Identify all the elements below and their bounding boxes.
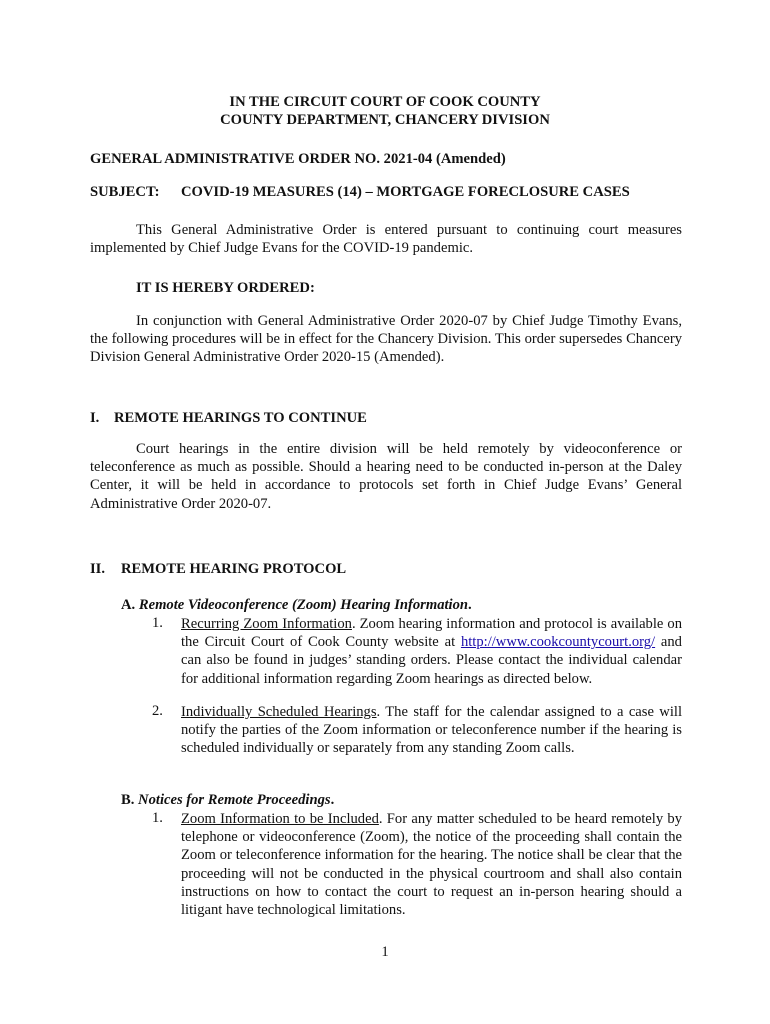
ordered-paragraph-text: In conjunction with General Administrative Order 2020-07 by Chief Judge Timothy Evans, the following procedures will be in effect for the Chancery Division. This order supersedes Chancery Division General Administrative Order 2020-15 (Amended). (90, 313, 682, 366)
sub-a-heading (121, 597, 472, 614)
section-1-number: I. (90, 410, 100, 426)
court-heading: IN THE CIRCUIT COURT OF COOK COUNTY (229, 94, 541, 110)
court-website-link[interactable]: http://www.cookcountycourt.org/ (460, 634, 656, 651)
sub-a-item-1 (181, 615, 682, 688)
subject-label: SUBJECT: (90, 184, 160, 200)
ordered-paragraph (90, 312, 682, 367)
sub-a-item-2-text: . The staff for the calendar assigned to a case will notify the parties of the Zoom information or teleconference number if the hearing is scheduled individually or separately from any standing Zoom calls. (181, 704, 683, 757)
sub-b-item-1-number: 1. (152, 810, 163, 826)
intro-paragraph (90, 221, 682, 257)
section-2-title: REMOTE HEARING PROTOCOL (121, 561, 347, 577)
sub-a-title: Remote Videoconference (Zoom) Hearing Information (138, 597, 469, 613)
sub-a-item-2-number: 2. (152, 703, 163, 719)
sub-b-title: Notices for Remote Proceedings (138, 792, 331, 808)
section-1-paragraph (90, 440, 682, 513)
sub-b-period: . (330, 792, 335, 808)
ordered-heading: IT IS HEREBY ORDERED: (136, 280, 315, 296)
sub-a-item-2-lead: Individually Scheduled Hearings (181, 704, 377, 720)
page-number: 1 (381, 944, 389, 960)
sub-a-item-1-number: 1. (152, 615, 163, 631)
sub-a-letter: A. (121, 597, 136, 613)
sub-a-period: . (468, 597, 472, 613)
sub-b-item-1-lead: Zoom Information to be Included (181, 811, 379, 827)
section-2-number: II. (90, 561, 106, 577)
subject-text: COVID-19 MEASURES (14) – MORTGAGE FORECLOSURE CASES (181, 184, 630, 200)
order-title: GENERAL ADMINISTRATIVE ORDER NO. 2021-04 (Amended) (90, 151, 506, 167)
sub-a-item-1-lead: Recurring Zoom Information (181, 616, 352, 632)
sub-a-item-2 (181, 703, 682, 758)
sub-a-item-1-text: . Zoom hearing information and protocol is available on the Circuit Court of Cook County website at (181, 616, 682, 651)
sub-b-item-1 (181, 810, 682, 919)
intro-paragraph-text: This General Administrative Order is entered pursuant to continuing court measures implemented by Chief Judge Evans for the COVID-19 pandemic. (90, 222, 682, 257)
division-heading: COUNTY DEPARTMENT, CHANCERY DIVISION (220, 112, 550, 128)
sub-b-item-1-text: . For any matter scheduled to be heard remotely by telephone or videoconference (Zoom), the notice of the proceeding shall contain the Zoom or teleconference information for the hearing. The notice shall be clear that the proceeding will not be conducted in the physical courtroom and shall also contain instructions on how to contact the court to request an in-person hearing should a litigant have technological limitations. (181, 811, 682, 919)
section-1-paragraph-text: Court hearings in the entire division will be held remotely by videoconference or teleconference as much as possible. Should a hearing need to be conducted in-person at the Daley Center, it will be held in accordance to protocols set forth in Chief Judge Evans’ General Administrative Order 2020-07. (90, 441, 682, 512)
sub-b-letter: B. (121, 792, 135, 808)
sub-b-heading (121, 792, 334, 809)
sub-a-item-1-text-after: and can also be found in judges’ standing orders. Please contact the individual calendar for additional information regarding Zoom hearings as directed below. (181, 634, 682, 687)
section-1-title: REMOTE HEARINGS TO CONTINUE (114, 410, 367, 426)
